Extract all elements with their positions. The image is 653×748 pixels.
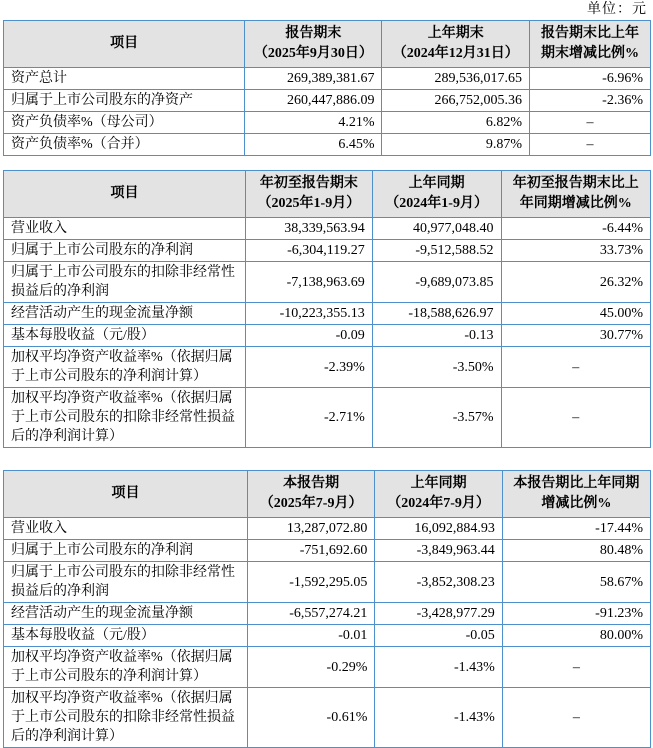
cell-current: 13,287,072.80 [247, 518, 374, 540]
cell-label: 归属于上市公司股东的净资产 [4, 90, 245, 112]
cell-prior: -0.13 [372, 325, 501, 347]
header-row [4, 21, 651, 68]
cell-current: -6,304,119.27 [245, 240, 372, 262]
cell-current: -2.39% [245, 347, 372, 388]
column-header-line1: 项目 [111, 486, 140, 501]
cell-current: -0.09 [245, 325, 372, 347]
column-header-prior-period [375, 471, 502, 518]
cell-prior: -18,588,626.97 [372, 303, 501, 325]
column-header-line1: 上年期末 [427, 26, 484, 41]
cell-label: 营业收入 [4, 518, 248, 540]
cell-change: – [502, 647, 650, 688]
table-row [4, 90, 651, 112]
cell-current: -7,138,963.69 [245, 262, 372, 303]
cell-prior: -1.43% [375, 688, 502, 748]
cell-prior: 9.87% [382, 134, 530, 156]
cell-current: 38,339,563.94 [245, 218, 372, 240]
cell-current: -2.71% [245, 388, 372, 448]
cell-current: 4.21% [245, 112, 382, 134]
cell-label: 加权平均净资产收益率%（依据归属于上市公司股东的扣除非经常性损益后的净利润计算） [4, 688, 248, 748]
table-row [4, 134, 651, 156]
cell-label: 加权平均净资产收益率%（依据归属于上市公司股东的净利润计算） [4, 347, 246, 388]
column-header-line1: 项目 [110, 36, 139, 51]
unit-label: 单位：元 [587, 2, 647, 17]
financial-report-page [3, 2, 651, 748]
cell-change: 45.00% [501, 303, 650, 325]
cell-label: 归属于上市公司股东的净利润 [4, 540, 248, 562]
cell-current: -751,692.60 [247, 540, 374, 562]
cell-change: – [501, 347, 650, 388]
column-header-current-period [245, 171, 372, 218]
cell-label: 资产负债率%（合并） [4, 134, 245, 156]
column-header-line2: 期末增减比例% [541, 46, 639, 61]
cell-prior: -3,428,977.29 [375, 603, 502, 625]
cell-change: 58.67% [502, 562, 650, 603]
column-header-line1: 项目 [110, 186, 139, 201]
table-row [4, 325, 651, 347]
cell-label: 加权平均净资产收益率%（依据归属于上市公司股东的扣除非经常性损益后的净利润计算） [4, 388, 246, 448]
column-header-line2: （2024年1-9月） [385, 196, 488, 211]
cell-change: -6.44% [501, 218, 650, 240]
cell-prior: -9,512,588.52 [372, 240, 501, 262]
cell-change: 30.77% [501, 325, 650, 347]
cell-change: – [502, 688, 650, 748]
cell-current: 269,389,381.67 [245, 68, 382, 90]
column-header-line2: （2025年1-9月） [257, 196, 361, 211]
cell-current: 260,447,886.09 [245, 90, 382, 112]
table-row [4, 647, 651, 688]
table-row [4, 518, 651, 540]
table-row [4, 218, 651, 240]
cell-change: -6.96% [530, 68, 651, 90]
cell-prior: -3,852,308.23 [375, 562, 502, 603]
column-header-line2: （2024年7-9月） [387, 496, 490, 511]
column-header-line1: 报告期末比上年 [541, 26, 639, 41]
cell-prior: -0.05 [375, 625, 502, 647]
cell-prior: 6.82% [382, 112, 530, 134]
cell-prior: 266,752,005.36 [382, 90, 530, 112]
table-row [4, 688, 651, 748]
column-header-item [4, 21, 245, 68]
cell-label: 资产总计 [4, 68, 245, 90]
cell-label: 归属于上市公司股东的扣除非经常性损益后的净利润 [4, 262, 246, 303]
header-row [4, 471, 651, 518]
table-row [4, 303, 651, 325]
column-header-line1: 上年同期 [410, 476, 467, 491]
table-period-end-financials [3, 20, 651, 156]
cell-change: – [530, 112, 651, 134]
cell-change: -91.23% [502, 603, 650, 625]
column-header-line2: （2025年7-9月） [259, 496, 363, 511]
table-quarter-results [3, 470, 651, 748]
column-header-change [501, 171, 650, 218]
column-header-change [502, 471, 650, 518]
cell-label: 经营活动产生的现金流量净额 [4, 603, 248, 625]
column-header-line1: 年初至报告期末 [259, 176, 358, 191]
cell-prior: -3.50% [372, 347, 501, 388]
column-header-line1: 本报告期比上年同期 [513, 476, 640, 491]
column-header-change [530, 21, 651, 68]
cell-prior: 40,977,048.40 [372, 218, 501, 240]
column-header-line2: （2024年12月31日） [392, 46, 519, 61]
cell-current: -10,223,355.13 [245, 303, 372, 325]
cell-prior: -9,689,073.85 [372, 262, 501, 303]
column-header-line2: （2025年9月30日） [253, 46, 373, 61]
cell-current: -1,592,295.05 [247, 562, 374, 603]
cell-label: 基本每股收益（元/股） [4, 625, 248, 647]
table-row [4, 540, 651, 562]
cell-label: 基本每股收益（元/股） [4, 325, 246, 347]
cell-label: 加权平均净资产收益率%（依据归属于上市公司股东的净利润计算） [4, 647, 248, 688]
cell-label: 营业收入 [4, 218, 246, 240]
column-header-item [4, 171, 246, 218]
cell-change: – [501, 388, 650, 448]
cell-current: -0.01 [247, 625, 374, 647]
cell-prior: 289,536,017.65 [382, 68, 530, 90]
table-row [4, 562, 651, 603]
cell-prior: 16,092,884.93 [375, 518, 502, 540]
cell-change: 33.73% [501, 240, 650, 262]
cell-change: 80.00% [502, 625, 650, 647]
table-row [4, 625, 651, 647]
table-row [4, 603, 651, 625]
column-header-line1: 上年同期 [408, 176, 465, 191]
table-ytd-results [3, 170, 651, 448]
header-row [4, 171, 651, 218]
column-header-line1: 报告期末 [285, 26, 342, 41]
cell-prior: -1.43% [375, 647, 502, 688]
cell-change: -17.44% [502, 518, 650, 540]
column-header-line2: 增减比例% [541, 496, 612, 511]
cell-prior: -3,849,963.44 [375, 540, 502, 562]
cell-label: 归属于上市公司股东的净利润 [4, 240, 246, 262]
table-row [4, 388, 651, 448]
cell-change: 26.32% [501, 262, 650, 303]
table-row [4, 347, 651, 388]
cell-change: – [530, 134, 651, 156]
column-header-prior-period [372, 171, 501, 218]
table-row [4, 240, 651, 262]
column-header-current-period [247, 471, 374, 518]
cell-current: -6,557,274.21 [247, 603, 374, 625]
column-header-item [4, 471, 248, 518]
column-header-line2: 年同期增减比例% [519, 196, 632, 211]
column-header-prior-period [382, 21, 530, 68]
cell-prior: -3.57% [372, 388, 501, 448]
column-header-line1: 本报告期 [283, 476, 340, 491]
cell-current: -0.61% [247, 688, 374, 748]
table-row [4, 262, 651, 303]
column-header-line1: 年初至报告期末比上 [512, 176, 639, 191]
table-row [4, 112, 651, 134]
column-header-current-period [245, 21, 382, 68]
cell-current: 6.45% [245, 134, 382, 156]
cell-label: 经营活动产生的现金流量净额 [4, 303, 246, 325]
table-row [4, 68, 651, 90]
cell-label: 归属于上市公司股东的扣除非经常性损益后的净利润 [4, 562, 248, 603]
cell-label: 资产负债率%（母公司） [4, 112, 245, 134]
cell-current: -0.29% [247, 647, 374, 688]
cell-change: 80.48% [502, 540, 650, 562]
cell-change: -2.36% [530, 90, 651, 112]
